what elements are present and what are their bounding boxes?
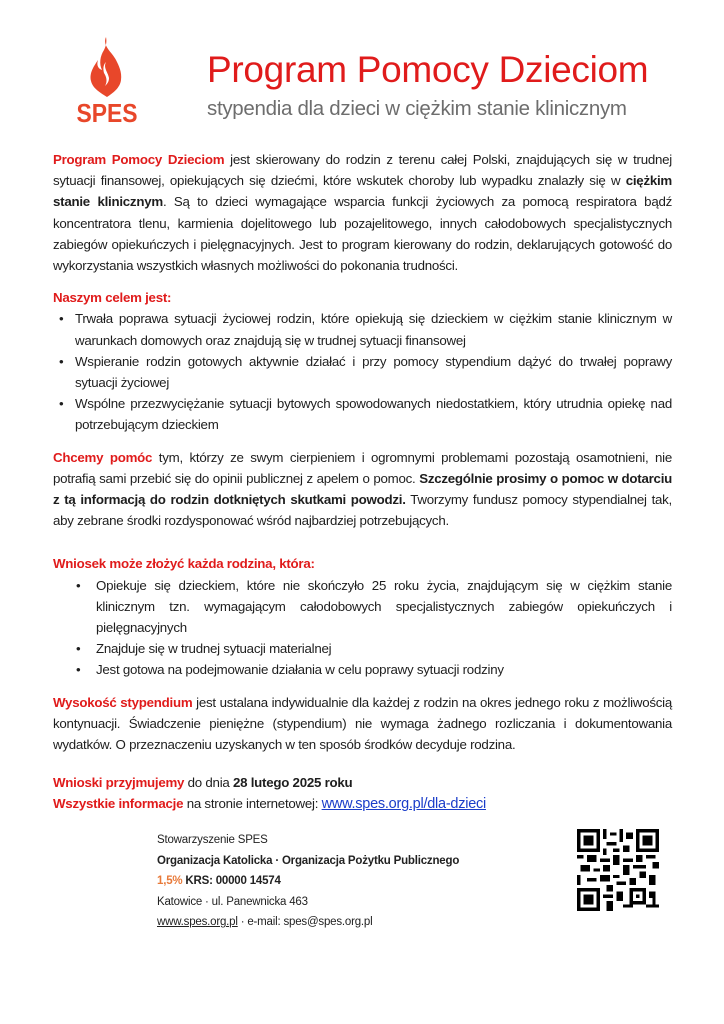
goals-list <box>53 308 672 435</box>
intro-text-2: . Są to dzieci wymagające wsparcia funkcji życiowych za pomocą respiratora bądź koncentratora tlenu, karmienia dojelitowego lub pozajelitowego, innych całodobowych specjalistycznych zabiegów opiekuńczych i pielęgnacyjnych. Jest to program kierowany do rodzin, deklarujących gotowość do wykorzystania wszystkich własnych możliwości do pokonania trudności. <box>53 194 673 274</box>
deadline-line <box>53 772 672 793</box>
intro-text: jest skierowany do rodzin z terenu całej Polski, znajdujących się w trudnej sytuacji finansowej, opiekujących się dziećmi, które wskutek choroby lub wypadku znalazły się w <box>53 152 673 189</box>
krs-line <box>157 871 459 892</box>
flame-icon <box>82 36 132 98</box>
list-item: • Trwała poprawa sytuacji życiowej rodzin, które opiekują się dzieckiem w ciężkim stanie klinicznym w warunkach domowych oraz znajdują się w trudnej sytuacji finansowej <box>53 308 672 350</box>
org-name: Stowarzyszenie SPES <box>157 834 268 846</box>
info-lead: Wszystkie informacje <box>53 796 184 812</box>
website-link[interactable]: www.spes.org.pl/dla-dzieci <box>321 796 486 813</box>
intro-paragraph <box>53 149 672 276</box>
document-body <box>53 149 672 816</box>
goals-heading: Naszym celem jest: <box>53 290 172 306</box>
info-line <box>53 793 672 815</box>
footer-website-link[interactable]: www.spes.org.pl <box>157 916 238 929</box>
page-subtitle: stypendia dla dzieci w ciężkim stanie klinicznym <box>207 97 627 120</box>
help-paragraph <box>53 447 672 532</box>
amount-paragraph <box>53 692 672 756</box>
help-bold: Szczególnie prosimy o pomoc w dotarciu z tą informacją do rodzin dotkniętych skutkami powodzi. <box>53 470 673 508</box>
deadline-date: 28 lutego 2025 roku <box>232 775 353 791</box>
list-item: • Wspieranie rodzin gotowych aktywnie działać i przy pomocy stypendium dążyć do trwałej poprawy sytuacji życiowej <box>53 351 672 393</box>
intro-bold: ciężkim stanie klinicznym <box>53 173 672 210</box>
list-item: • Znajduje się w trudnej sytuacji materialnej <box>53 638 672 659</box>
org-status: Organizacja Katolicka · Organizacja Pożytku Publicznego <box>157 854 460 867</box>
deadline-lead: Wnioski przyjmujemy <box>53 775 185 791</box>
tax-percent: 1,5% <box>157 875 183 888</box>
help-text: tym, którzy ze swym cierpieniem i ogromnymi problemami pozostają osamotnieni, nie potrafią sami przebić się do opinii publicznej z apelem o pomoc. <box>53 449 672 486</box>
list-item: • Wspólne przezwyciężanie sytuacji bytowych spowodowanych niedostatkiem, który utrudnia opiekę nad potrzebującym dzieckiem <box>53 393 672 435</box>
eligibility-list <box>53 575 672 681</box>
contact-line <box>157 912 459 933</box>
logo-text: SPES <box>76 98 138 128</box>
krs-number: KRS: 00000 14574 <box>182 875 281 888</box>
amount-text: jest ustalana indywidualnie dla każdej z rodzin na okres jednego roku z możliwością kontynuacji. Świadczenie pieniężne (stypendium) nie wymaga żadnego rozliczania i dokumentowania wydatków. O przeznaczeniu uzyskanych w ten sposób środków decyduje rodzina. <box>53 694 672 753</box>
page-title: Program Pomocy Dzieciom <box>207 49 649 90</box>
help-lead: Chcemy pomóc <box>53 449 153 465</box>
footer-email: · e-mail: spes@spes.org.pl <box>237 916 373 929</box>
amount-lead: Wysokość stypendium <box>53 694 193 710</box>
intro-lead: Program Pomocy Dzieciom <box>53 152 225 167</box>
qr-code-icon[interactable] <box>577 829 659 911</box>
footer-contact <box>157 830 459 933</box>
info-text: na stronie internetowej: <box>183 796 322 812</box>
list-item: • Jest gotowa na podejmowanie działania w celu poprawy sytuacji rodziny <box>53 659 672 680</box>
list-item: • Opiekuje się dzieckiem, które nie skończyło 25 roku życia, znajdującym się w ciężkim stanie klinicznym tzn. wymagającym całodobowych specjalistycznych zabiegów opiekuńczych i pielęgnacyjnych <box>53 575 672 639</box>
help-text-2: Tworzymy fundusz pomocy stypendialnej tak, aby zebrane środki rozdysponować wśród najbardziej potrzebujących. <box>53 492 673 529</box>
address: Katowice · ul. Panewnicka 463 <box>157 895 308 908</box>
spes-logo <box>72 36 142 126</box>
eligibility-heading: Wniosek może złożyć każda rodzina, która: <box>53 556 315 572</box>
deadline-text: do dnia <box>184 775 233 791</box>
